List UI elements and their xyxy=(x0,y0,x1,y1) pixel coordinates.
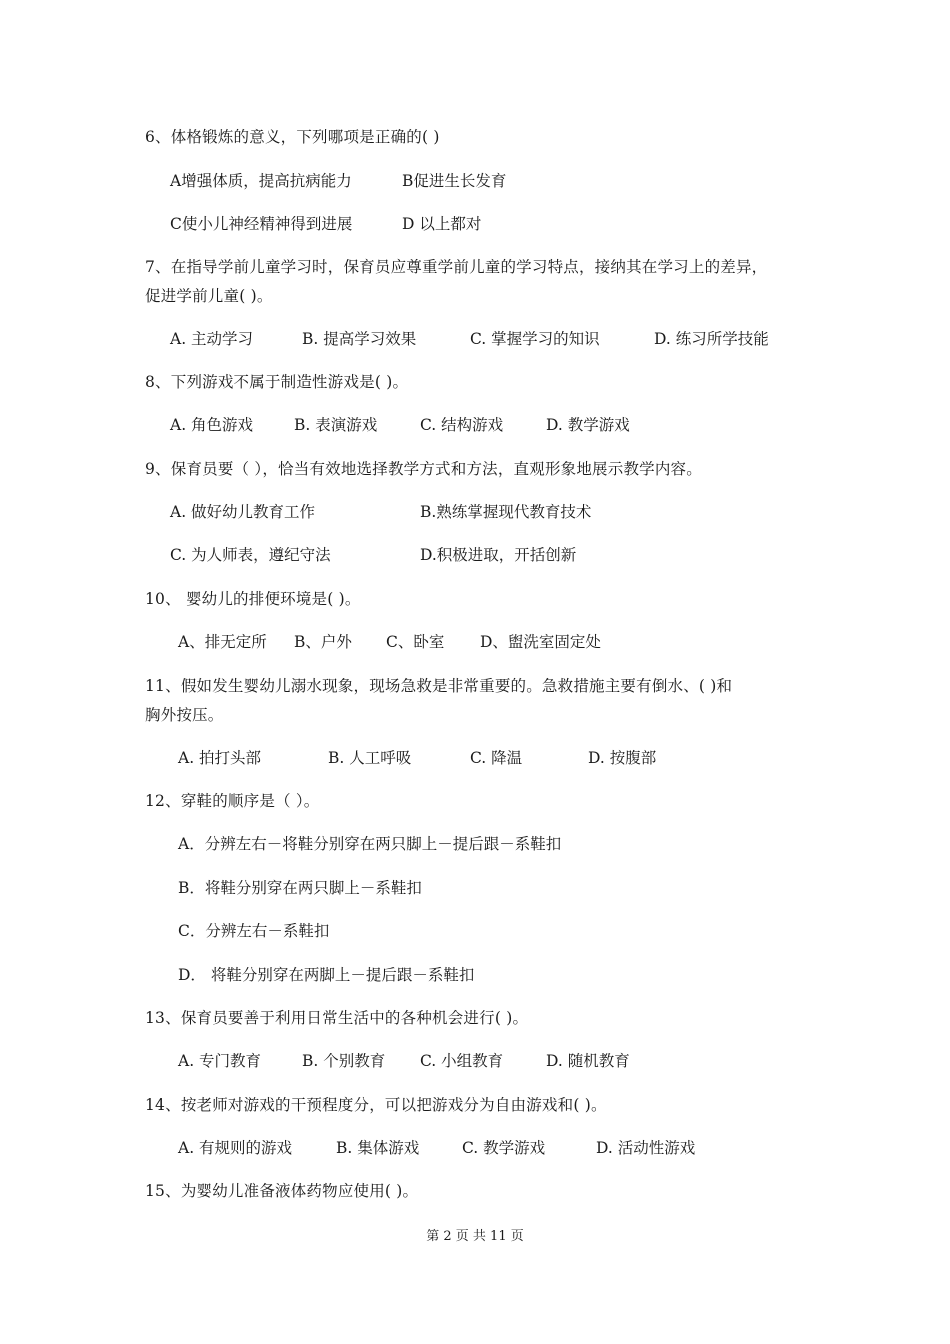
question-15-stem: 15、为婴幼儿准备液体药物应使用( )。 xyxy=(145,1182,419,1200)
question-8-option-d: D. 教学游戏 xyxy=(546,416,630,434)
question-9-stem: 9、保育员要（ ），恰当有效地选择教学方式和方法，直观形象地展示教学内容。 xyxy=(145,460,702,478)
question-7-option-c: C. 掌握学习的知识 xyxy=(470,330,600,348)
question-11-stem-line2: 胸外按压。 xyxy=(145,706,224,724)
question-6-option-c: C使小儿神经精神得到进展 xyxy=(170,215,353,233)
question-13-stem: 13、保育员要善于利用日常生活中的各种机会进行( )。 xyxy=(145,1009,529,1027)
question-10-option-d: D、盥洗室固定处 xyxy=(480,633,601,651)
question-12-option-b: B．将鞋分别穿在两只脚上－系鞋扣 xyxy=(178,879,422,897)
question-12-option-d: D． 将鞋分别穿在两脚上－提后跟－系鞋扣 xyxy=(178,966,475,984)
question-7-option-a: A. 主动学习 xyxy=(170,330,254,348)
question-12-stem: 12、穿鞋的顺序是（ ）。 xyxy=(145,792,320,810)
question-8-option-a: A. 角色游戏 xyxy=(170,416,254,434)
question-11-option-b: B. 人工呼吸 xyxy=(328,749,412,767)
question-6-option-d: D 以上都对 xyxy=(402,215,482,233)
question-6-option-b: B促进生长发育 xyxy=(402,172,507,190)
question-10-option-c: C、卧室 xyxy=(386,633,445,651)
question-11-option-d: D. 按腹部 xyxy=(588,749,657,767)
question-14-option-c: C. 教学游戏 xyxy=(462,1139,546,1157)
question-6-option-a: A增强体质，提高抗病能力 xyxy=(170,172,352,190)
question-14-stem: 14、按老师对游戏的干预程度分，可以把游戏分为自由游戏和( )。 xyxy=(145,1096,607,1114)
question-13-option-d: D. 随机教育 xyxy=(546,1052,630,1070)
question-11-stem-line1: 11、假如发生婴幼儿溺水现象，现场急救是非常重要的。急救措施主要有倒水、( )和 xyxy=(145,677,733,695)
question-7-stem-line2: 促进学前儿童( )。 xyxy=(145,287,273,305)
question-7-option-d: D. 练习所学技能 xyxy=(654,330,769,348)
question-11-option-c: C. 降温 xyxy=(470,749,523,767)
question-9-option-a: A. 做好幼儿教育工作 xyxy=(170,503,316,521)
question-12-option-c: C．分辨左右－系鞋扣 xyxy=(178,922,330,940)
question-13-option-b: B. 个别教育 xyxy=(302,1052,386,1070)
question-9-option-c: C. 为人师表，遵纪守法 xyxy=(170,546,331,564)
question-13-option-a: A. 专门教育 xyxy=(178,1052,262,1070)
question-6-stem: 6、体格锻炼的意义，下列哪项是正确的( ) xyxy=(145,128,440,146)
page-number-footer: 第 2 页 共 11 页 xyxy=(426,1229,524,1244)
question-7-stem-line1: 7、在指导学前儿童学习时，保育员应尊重学前儿童的学习特点，接纳其在学习上的差异， xyxy=(145,258,768,276)
question-10-option-a: A、排无定所 xyxy=(178,633,267,651)
question-10-option-b: B、户外 xyxy=(294,633,352,651)
question-14-option-d: D. 活动性游戏 xyxy=(596,1139,696,1157)
question-14-option-b: B. 集体游戏 xyxy=(336,1139,420,1157)
question-7-option-b: B. 提高学习效果 xyxy=(302,330,417,348)
question-9-option-d: D.积极进取，开括创新 xyxy=(420,546,577,564)
question-8-option-c: C. 结构游戏 xyxy=(420,416,504,434)
question-10-stem: 10、 婴幼儿的排便环境是( )。 xyxy=(145,590,361,608)
question-11-option-a: A. 拍打头部 xyxy=(178,749,262,767)
question-8-stem: 8、下列游戏不属于制造性游戏是( )。 xyxy=(145,373,409,391)
question-12-option-a: A．分辨左右－将鞋分别穿在两只脚上－提后跟－系鞋扣 xyxy=(178,835,562,853)
question-14-option-a: A. 有规则的游戏 xyxy=(178,1139,293,1157)
question-8-option-b: B. 表演游戏 xyxy=(294,416,378,434)
question-13-option-c: C. 小组教育 xyxy=(420,1052,504,1070)
question-9-option-b: B.熟练掌握现代教育技术 xyxy=(420,503,592,521)
